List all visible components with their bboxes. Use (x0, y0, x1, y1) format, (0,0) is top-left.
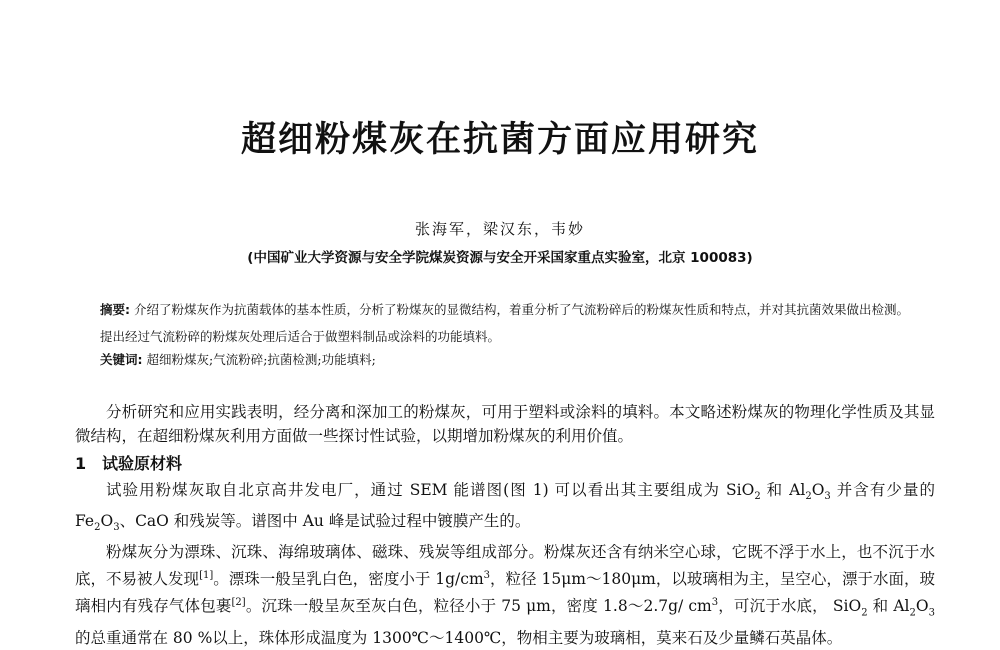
body-paragraph: 试验用粉煤灰取自北京高井发电厂，通过 SEM 能谱图(图 1) 可以看出其主要组成为 SiO$_2$ 和 $Al_2O_3$ 并含有少量的 $Fe_2O_3$、CaO 和残炭等。谱图中 Au 峰是试验过程中镀膜产生的。 (75, 481, 935, 534)
section-number: 1 (75, 454, 87, 473)
paper-body (75, 400, 935, 650)
section-heading (75, 452, 935, 476)
abstract-text: 介绍了粉煤灰作为抗菌载体的基本性质，分析了粉煤灰的显微结构，着重分析了气流粉碎后的粉煤灰性质和特点，并对其抗菌效果做出检测。提出经过气流粉碎的粉煤灰处理后适合于做塑料制品或涂料的功能填料。 (100, 302, 909, 344)
author-affiliation: (中国矿业大学资源与安全学院煤炭资源与安全开采国家重点实验室，北京 100083) (247, 250, 753, 266)
citation: [1] (199, 570, 214, 582)
paper-title: 超细粉煤灰在抗菌方面应用研究 (240, 120, 759, 160)
intro-paragraph: 分析研究和应用实践表明，经分离和深加工的粉煤灰，可用于塑料或涂料的填料。本文略述粉煤灰的物理化学性质及其显微结构，在超细粉煤灰利用方面做一些探讨性试验，以期增加粉煤灰的利用价值。 (75, 403, 935, 445)
citation: [2] (231, 597, 246, 609)
keywords (100, 350, 920, 368)
abstract (100, 296, 920, 350)
author-list: 张海军，梁汉东，韦妙 (414, 220, 585, 238)
keywords-text: 超细粉煤灰;气流粉碎;抗菌检测;功能填料; (146, 352, 376, 367)
body-paragraph: 粉煤灰分为漂珠、沉珠、海绵玻璃体、磁珠、残炭等组成部分。粉煤灰还含有纳米空心球，它既不浮于水上，也不沉于水底，不易被人发现[1]。漂珠一般呈乳白色，密度小于 $1g/cm^3$，粒径 15μm～180μm，以玻璃相为主，呈空心，漂于水面，玻璃相内有残存气体包裹[2]。沉珠一般呈灰至灰白色，粒径小于 75 μm，密度 1.8～2.7g/ $cm^3$，可沉于水底， SiO$_2$ 和 $Al_2O_3$ 的总重通常在 80 %以上，珠体形成温度为 1300℃～1400℃，物相主要为玻璃相，莫来石及少量鳞石英晶体。 (75, 543, 935, 647)
abstract-label: 摘要: (100, 302, 130, 317)
keywords-label: 关键词: (100, 352, 143, 367)
section-title: 试验原材料 (102, 454, 183, 473)
